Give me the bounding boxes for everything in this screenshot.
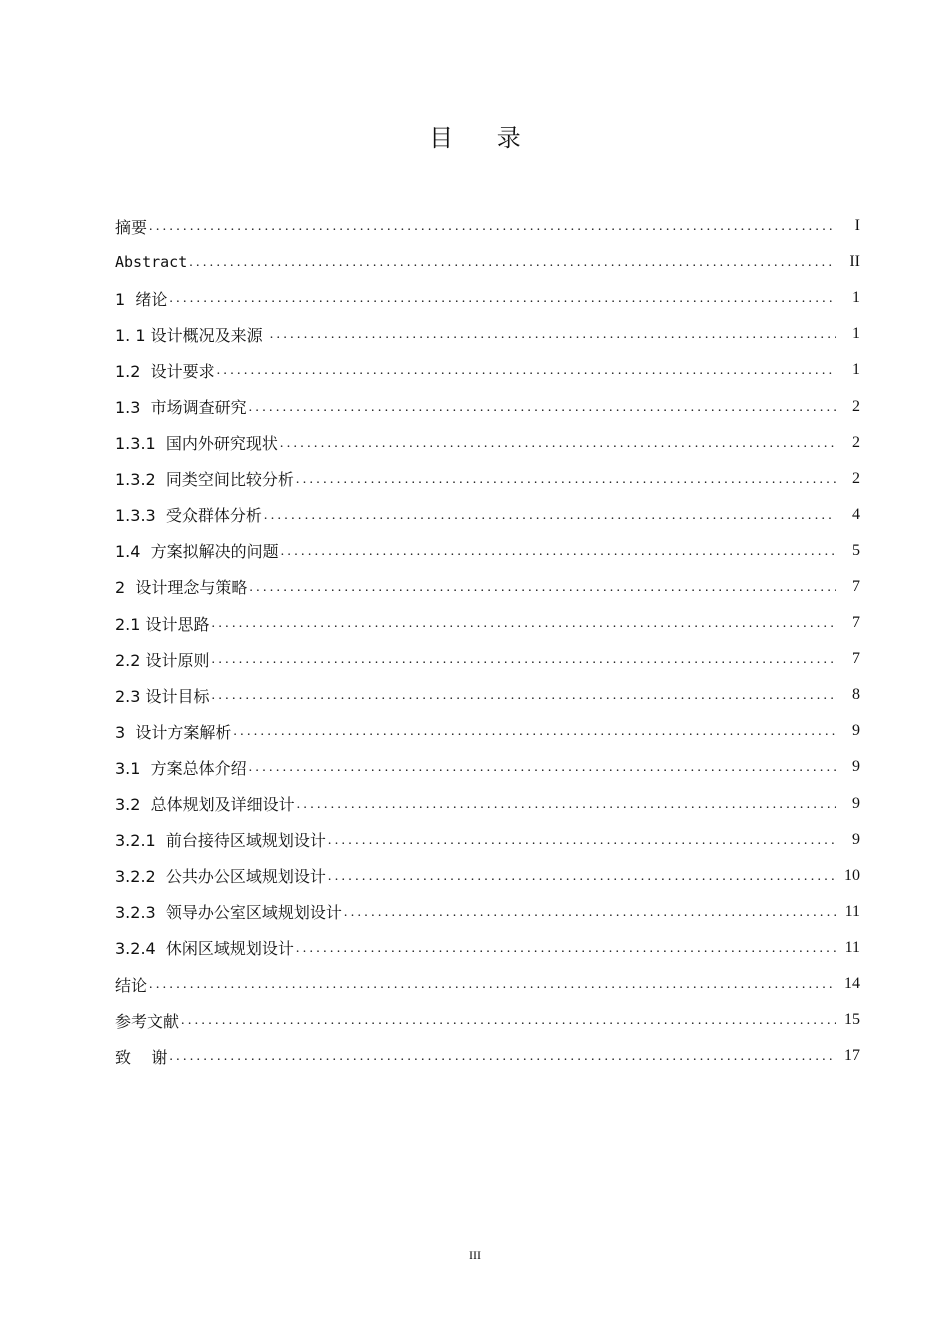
toc-entry-label: Abstract (115, 253, 188, 272)
toc-entry-label: 2.2 设计原则 (115, 650, 210, 670)
toc-dot-leader (328, 833, 836, 849)
toc-entry-label: 1.3.1 国内外研究现状 (115, 434, 278, 454)
toc-entry-page: 2 (852, 397, 860, 415)
toc-entry-page: 1 (852, 361, 860, 379)
toc-entry[interactable] (115, 605, 860, 641)
toc-entry-label: 3.2.4 休闲区域规划设计 (115, 939, 294, 959)
toc-dot-leader (281, 544, 836, 560)
toc-entry-page: 7 (852, 650, 860, 668)
toc-dot-leader (149, 977, 836, 993)
toc-dot-leader (233, 724, 836, 740)
toc-entry[interactable] (115, 1038, 860, 1074)
toc-entry[interactable] (115, 497, 860, 533)
toc-entry[interactable] (115, 822, 860, 858)
toc-entry[interactable] (115, 352, 860, 388)
toc-entry-page: 15 (844, 1011, 860, 1029)
toc-dot-leader (344, 905, 836, 921)
toc-entry-label: 1 绪论 (115, 289, 168, 309)
toc-entry-label: 3 设计方案解析 (115, 722, 232, 742)
toc-entry-page: 9 (852, 794, 860, 812)
toc-dot-leader (169, 291, 836, 307)
toc-entry[interactable] (115, 786, 860, 822)
toc-entry[interactable] (115, 894, 860, 930)
toc-entry-page: 8 (852, 686, 860, 704)
toc-entry-page: 5 (852, 541, 860, 559)
toc-dot-leader (212, 652, 836, 668)
toc-entry-label: 1. 1 设计概况及来源 (115, 325, 268, 345)
toc-entry-label: 1.2 设计要求 (115, 361, 215, 381)
toc-entry-page: 7 (852, 614, 860, 632)
toc-entry-label: 2.1 设计思路 (115, 614, 210, 634)
toc-entry-page: 4 (852, 505, 860, 523)
page-number: III (469, 1248, 481, 1262)
toc-entry[interactable] (115, 569, 860, 605)
toc-dot-leader (249, 400, 836, 416)
toc-dot-leader (181, 1013, 836, 1029)
toc-dot-leader (296, 472, 836, 488)
toc-dot-leader (217, 363, 836, 379)
toc-entry-label: 摘要 (115, 217, 148, 237)
toc-entry[interactable] (115, 966, 860, 1002)
toc-entry-label: 1.3 市场调查研究 (115, 398, 247, 418)
toc-entry-page: I (854, 217, 860, 235)
toc-entry-label: 3.2.1 前台接待区域规划设计 (115, 831, 326, 851)
toc-entry[interactable] (115, 316, 860, 352)
toc-entry-label: 3.2.2 公共办公区域规划设计 (115, 867, 326, 887)
toc-entry-label: 致 谢 (115, 1047, 168, 1067)
toc-dot-leader (296, 941, 836, 957)
toc-entry[interactable] (115, 641, 860, 677)
toc-entry-page: 17 (844, 1047, 860, 1065)
toc-entry-label: 3.2.3 领导办公室区域规划设计 (115, 903, 342, 923)
toc-entry-page: 11 (844, 902, 860, 920)
toc-dot-leader (249, 760, 836, 776)
toc-entry[interactable] (115, 858, 860, 894)
toc-entry-label: 3.2 总体规划及详细设计 (115, 795, 295, 815)
toc-entry[interactable] (115, 930, 860, 966)
toc-dot-leader (297, 797, 836, 813)
toc-dot-leader (189, 255, 836, 271)
toc-dot-leader (212, 616, 836, 632)
toc-dot-leader (249, 580, 836, 596)
toc-entry-label: 1.3.3 受众群体分析 (115, 506, 262, 526)
toc-dot-leader (328, 869, 836, 885)
toc-dot-leader (169, 1049, 836, 1065)
toc-entry-page: 10 (844, 866, 860, 884)
toc-entry-page: 2 (852, 469, 860, 487)
page-title: 目 录 (429, 124, 539, 152)
toc-dot-leader (264, 508, 836, 524)
toc-entry-page: 9 (852, 722, 860, 740)
toc-entry-label: 3.1 方案总体介绍 (115, 758, 247, 778)
toc-entry-page: 7 (852, 577, 860, 595)
toc-entry[interactable] (115, 208, 860, 244)
toc-dot-leader (149, 219, 836, 235)
table-of-contents (115, 208, 860, 1074)
toc-entry-page: 1 (852, 289, 860, 307)
toc-entry[interactable] (115, 425, 860, 461)
toc-dot-leader (270, 327, 836, 343)
toc-entry[interactable] (115, 749, 860, 785)
toc-entry-page: 11 (844, 938, 860, 956)
toc-entry-page: 2 (852, 433, 860, 451)
toc-entry-label: 参考文献 (115, 1011, 180, 1031)
toc-entry[interactable] (115, 677, 860, 713)
toc-entry-page: 14 (844, 975, 860, 993)
toc-entry[interactable] (115, 280, 860, 316)
toc-entry-page: 9 (852, 830, 860, 848)
toc-entry[interactable] (115, 388, 860, 424)
toc-entry[interactable] (115, 244, 860, 280)
toc-entry-label: 1.3.2 同类空间比较分析 (115, 470, 294, 490)
toc-entry-label: 2.3 设计目标 (115, 686, 210, 706)
toc-entry[interactable] (115, 713, 860, 749)
toc-dot-leader (280, 436, 836, 452)
toc-entry-label: 1.4 方案拟解决的问题 (115, 542, 279, 562)
toc-dot-leader (212, 688, 836, 704)
toc-entry[interactable] (115, 461, 860, 497)
toc-entry-page: 9 (852, 758, 860, 776)
toc-entry-label: 2 设计理念与策略 (115, 578, 248, 598)
toc-entry[interactable] (115, 533, 860, 569)
toc-entry-label: 结论 (115, 975, 148, 995)
toc-entry[interactable] (115, 1002, 860, 1038)
toc-entry-page: II (849, 253, 860, 271)
toc-entry-page: 1 (852, 325, 860, 343)
